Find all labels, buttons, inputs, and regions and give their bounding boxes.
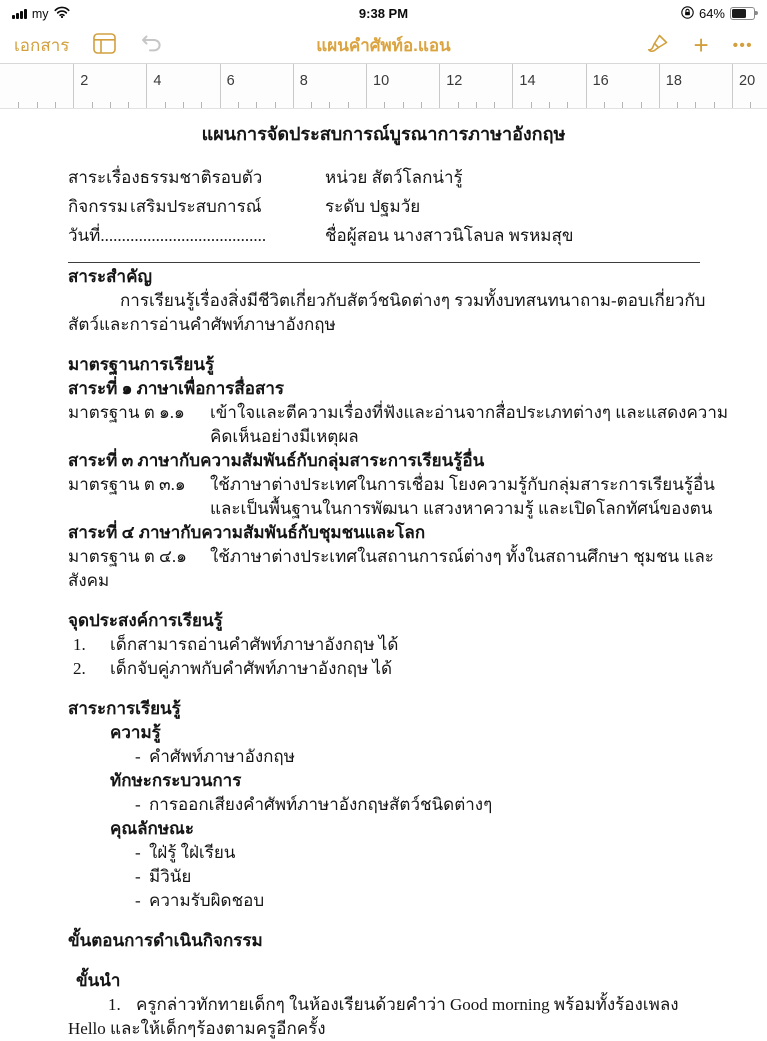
doc-subheading: ขั้นนำ [76,971,121,990]
ruler-tick [641,102,642,108]
doc-paragraph: Hello และให้เด็กๆร้องตามครูอีกครั้ง [68,1019,326,1038]
ruler-tick [567,102,568,108]
doc-paragraph: สังคม [68,571,110,590]
doc-standard-text: ใช้ภาษาต่างประเทศในการเชื่อม โยงความรู้กับกลุ่มสาระการเรียนรู้อื่น [210,475,715,494]
paintbrush-icon [646,32,670,59]
doc-header-right: ชื่อผู้สอน นางสาวนิโลบล พรหมสุข [325,226,574,245]
layout-view-icon [93,33,116,57]
doc-standard-line [68,401,737,425]
more-button[interactable] [733,37,753,54]
doc-item-text: ครูกล่าวทักทายเด็กๆ ในห้องเรียนด้วยคำว่า Good morning พร้อมทั้งร้องเพลง [136,995,679,1014]
doc-paragraph-continuation: คิดเห็นอย่างมีเหตุผล [210,427,359,446]
doc-subheading: ความรู้ [110,723,161,742]
doc-bullet-text: การออกเสียงคำศัพท์ภาษาอังกฤษสัตว์ชนิดต่างๆ [149,795,493,814]
clock-time: 9:38 PM [358,6,409,21]
ruler-tick [476,102,477,108]
doc-bullet-dash: - [135,843,141,862]
ruler-tick [110,102,111,108]
doc-standard-label: มาตรฐาน ต ๑.๑ [68,403,185,422]
doc-bullet-item [135,793,737,817]
doc-heading: สาระที่ ๔ ภาษากับความสัมพันธ์กับชุมชนและโลก [68,523,426,542]
ellipsis-icon: ••• [732,36,753,54]
doc-heading: ขั้นตอนการดำเนินกิจกรรม [68,931,263,950]
ruler-major-line [293,64,294,108]
ruler-major-line [512,64,513,108]
battery-percent: 64% [698,6,725,21]
doc-subheading: ทักษะกระบวนการ [110,771,242,790]
ruler-tick [750,102,751,108]
doc-standard-label: มาตรฐาน ต ๓.๑ [68,475,186,494]
ruler-tick [275,102,276,108]
doc-bullet-item [135,865,737,889]
doc-standard-label: มาตรฐาน ต ๔.๑ [68,547,187,566]
doc-blank-line [68,681,737,697]
ruler-tick [256,102,257,108]
doc-heading: สาระการเรียนรู้ [68,699,181,718]
battery-icon [730,7,755,20]
document-title: แผนคำศัพท์อ.แอน [316,35,451,55]
ruler-tick [348,102,349,108]
document-page[interactable] [0,109,767,1041]
doc-paragraph-continuation: และเป็นพื้นฐานในการพัฒนา แสวงหาความรู้ และเปิดโลกทัศน์ของตน [210,499,713,518]
ruler-tick [183,102,184,108]
app-toolbar [0,27,767,64]
undo-button[interactable] [140,34,164,57]
ruler-major-line [146,64,147,108]
doc-item-text: เด็กจับคู่ภาพกับคำศัพท์ภาษาอังกฤษ ได้ [110,659,393,678]
ruler-tick [92,102,93,108]
ruler-tick [37,102,38,108]
doc-numbered-item [73,657,737,681]
add-button[interactable] [693,30,709,60]
ruler-major-line [73,64,74,108]
ruler-number: 4 [153,73,162,89]
ruler-tick [329,102,330,108]
ruler-tick [311,102,312,108]
ruler-tick [384,102,385,108]
doc-header-row [68,163,737,192]
doc-bullet-dash: - [135,747,141,766]
ruler-number: 20 [739,73,756,89]
doc-numbered-item [73,633,737,657]
doc-header-value: เสริมประสบการณ์ [130,197,262,216]
ruler-tick [55,102,56,108]
ruler-tick [128,102,129,108]
doc-blank-line [68,953,737,969]
doc-main-heading: แผนการจัดประสบการณ์บูรณาการภาษาอังกฤษ [201,124,566,144]
plus-icon: + [693,30,709,60]
ruler-major-line [659,64,660,108]
doc-blank-line [68,593,737,609]
ruler-tick [677,102,678,108]
doc-blank-line [68,913,737,929]
ruler-number: 6 [226,73,235,89]
doc-bullet-dash: - [135,795,141,814]
doc-header-label: วันที่....................................... [68,226,267,245]
ruler-number: 10 [373,73,390,89]
ruler-tick [714,102,715,108]
undo-icon [140,34,164,57]
ruler-tick [604,102,605,108]
ruler-number: 14 [519,73,536,89]
format-button[interactable] [646,32,670,59]
carrier-label: my [31,6,49,21]
doc-header-label: กิจกรรม [68,197,129,216]
ruler-tick [494,102,495,108]
ruler-number: 16 [592,73,609,89]
doc-standard-line [68,545,737,569]
doc-header-label: สาระเรื่อง [68,168,140,187]
status-bar [0,0,767,27]
ruler-tick [549,102,550,108]
doc-standard-text: ใช้ภาษาต่างประเทศในสถานการณ์ต่างๆ ทั้งในสถานศึกษา ชุมชน และ [210,547,714,566]
doc-standard-text: เข้าใจและตีความเรื่องที่ฟังและอ่านจากสื่อประเภทต่างๆ และแสดงความ [210,403,729,422]
ruler-major-line [732,64,733,108]
doc-standard-line [68,473,737,497]
doc-body [68,265,737,1041]
doc-heading: สาระที่ ๓ ภาษากับความสัมพันธ์กับกลุ่มสาระการเรียนรู้อื่น [68,451,485,470]
doc-bullet-text: ความรับผิดชอบ [149,891,265,910]
ruler-tick [531,102,532,108]
doc-bullet-item [135,841,737,865]
ruler-tick [458,102,459,108]
ruler [0,64,767,109]
doc-bullet-dash: - [135,867,141,886]
doc-header-row [68,221,737,250]
doc-header-row [68,192,737,221]
doc-subheading: คุณลักษณะ [110,819,194,838]
documents-button[interactable]: เอกสาร [14,35,70,55]
ruler-major-line [220,64,221,108]
ruler-major-line [439,64,440,108]
doc-item-number: 1. [73,635,86,654]
doc-heading: มาตรฐานการเรียนรู้ [68,355,215,374]
doc-header-value: ธรรมชาติรอบตัว [139,168,263,187]
doc-bullet-item [135,889,737,913]
doc-bullet-text: คำศัพท์ภาษาอังกฤษ [149,747,295,766]
ruler-tick [201,102,202,108]
view-options-button[interactable] [93,33,116,57]
doc-header-block [68,163,737,250]
ruler-major-line [586,64,587,108]
ruler-tick [238,102,239,108]
ruler-tick [421,102,422,108]
ruler-tick [18,102,19,108]
doc-divider-line [68,262,700,263]
doc-item-number: 2. [73,659,86,678]
doc-header-right: หน่วย สัตว์โลกน่ารู้ [325,168,463,187]
ruler-number: 2 [80,73,89,89]
doc-paragraph: สัตว์และการอ่านคำศัพท์ภาษาอังกฤษ [68,315,336,334]
doc-heading: สาระสำคัญ [68,267,152,286]
ruler-major-line [366,64,367,108]
doc-blank-line [68,337,737,353]
ruler-number: 18 [665,73,682,89]
doc-item-text: เด็กสามารถอ่านคำศัพท์ภาษาอังกฤษ ได้ [110,635,399,654]
doc-bullet-dash: - [135,891,141,910]
doc-heading: จุดประสงค์การเรียนรู้ [68,611,223,630]
doc-item-number: 1. [108,995,121,1014]
doc-bullet-text: ใฝ่รู้ ใฝ่เรียน [149,843,236,862]
doc-bullet-text: มีวินัย [149,867,192,886]
ruler-tick [622,102,623,108]
doc-header-right: ระดับ ปฐมวัย [325,197,421,216]
doc-bullet-item [135,745,737,769]
ruler-number: 8 [299,73,308,89]
ruler-tick [403,102,404,108]
ruler-tick [165,102,166,108]
ruler-tick [695,102,696,108]
doc-paragraph: การเรียนรู้เรื่องสิ่งมีชีวิตเกี่ยวกับสัตว์ชนิดต่างๆ รวมทั้งบทสนทนาถาม-ตอบเกี่ยวกับ [120,291,706,310]
doc-numbered-item [108,993,737,1017]
ruler-number: 12 [446,73,463,89]
doc-heading: สาระที่ ๑ ภาษาเพื่อการสื่อสาร [68,379,285,398]
